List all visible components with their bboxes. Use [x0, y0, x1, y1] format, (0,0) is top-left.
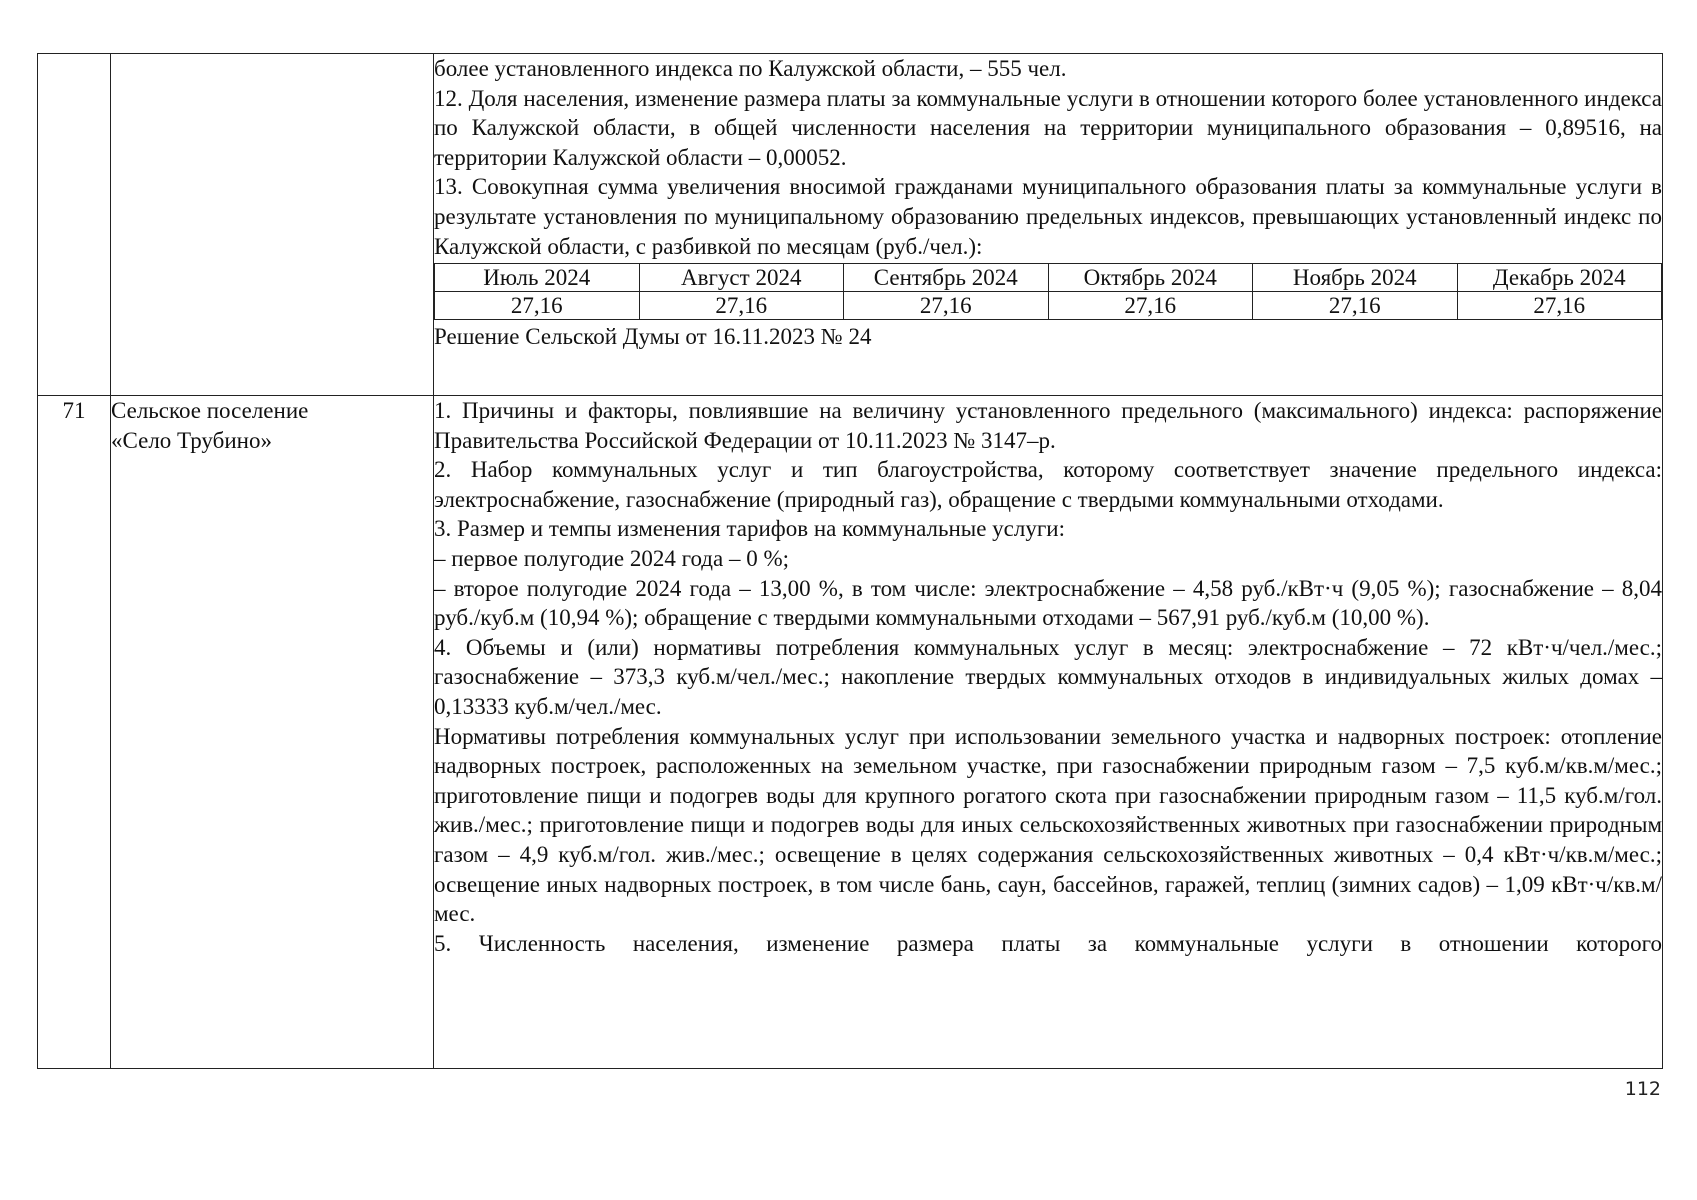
page-number: 112: [1624, 1078, 1661, 1100]
description-cell: [434, 396, 1663, 1069]
paragraph-item5: 5. Численность населения, изменение размера платы за коммунальные услуги в отношении которого: [434, 930, 1662, 956]
municipality-name-line: Сельское поселение: [111, 398, 309, 423]
month-value: 27,16: [435, 292, 640, 320]
month-label: Август 2024: [639, 264, 844, 292]
months-value-row: [435, 292, 1662, 320]
table-row-continuation: [38, 54, 1663, 396]
paragraph-item13: 13. Совокупная сумма увеличения вносимой гражданами муниципального образования платы за коммунальные услуги в результате установления по муниципальному образованию предельных индексов, превышающих установленный индекс по Калужской области, с разбивкой по месяцам (руб./чел.):: [434, 174, 1662, 259]
month-label: Сентябрь 2024: [844, 264, 1049, 292]
index-table: [37, 53, 1663, 1069]
month-label: Июль 2024: [435, 264, 640, 292]
month-value: 27,16: [1048, 292, 1253, 320]
month-value: 27,16: [639, 292, 844, 320]
row-number-cell: [38, 54, 111, 396]
decision-reference: Решение Сельской Думы от 16.11.2023 № 24: [434, 324, 872, 350]
paragraph-item3-second-half: – второе полугодие 2024 года – 13,00 %, в том числе: электроснабжение – 4,58 руб./кВт·ч (9,05 %); газоснабжение – 8,04 руб./куб.м (10,94 %); обращение с твердыми коммунальными отходами – 567,91 руб./куб.м (10,00 %).: [434, 575, 1662, 631]
municipality-name-line: «Село Трубино»: [111, 428, 272, 453]
municipality-name-cell: [111, 396, 434, 1069]
paragraph-item12: 12. Доля населения, изменение размера платы за коммунальные услуги в отношении которого более установленного индекса по Калужской области, в общей численности населения на территории муниципального образования – 0,89516, на территории Калужской области – 0,00052.: [434, 85, 1662, 170]
paragraph-item3-first-half: – первое полугодие 2024 года – 0 %;: [434, 545, 790, 571]
paragraph-norms: Нормативы потребления коммунальных услуг при использовании земельного участка и надворных построек: отопление надворных построек, расположенных на земельном участке, при газоснабжении природным газом – 7,5 куб.м/кв.м/мес.; приготовление пищи и подогрев воды для крупного рогатого скота при газоснабжении природным газом – 11,5 куб.м/гол. жив./мес.; приготовление пищи и подогрев воды для иных сельскохозяйственных животных при газоснабжении природным газом – 4,9 куб.м/гол. жив./мес.; освещение в целях содержания сельскохозяйственных животных – 0,4 кВт·ч/кв.м/мес.; освещение иных надворных построек, в том числе бань, саун, бассейнов, гаражей, теплиц (зимних садов) – 1,09 кВт·ч/кв.м/мес.: [434, 723, 1662, 927]
month-label: Декабрь 2024: [1457, 264, 1662, 292]
months-header-row: [435, 264, 1662, 292]
month-value: 27,16: [1253, 292, 1458, 320]
table-row-71: [38, 396, 1663, 1069]
municipality-name-cell: [111, 54, 434, 396]
description-cell: [434, 54, 1663, 396]
paragraph-item2: 2. Набор коммунальных услуг и тип благоустройства, которому соответствует значение предельного индекса: электроснабжение, газоснабжение (природный газ), обращение с твердыми коммунальными отходами.: [434, 457, 1662, 512]
paragraph-item4: 4. Объемы и (или) нормативы потребления коммунальных услуг в месяц: электроснабжение – 72 кВт·ч/чел./мес.; газоснабжение – 373,3 куб.м/чел./мес.; накопление твердых коммунальных отходов в индивидуальных жилых домах – 0,13333 куб.м/чел./мес.: [434, 634, 1662, 719]
paragraph-item11-tail: более установленного индекса по Калужской области, – 555 чел.: [434, 56, 1067, 81]
month-value: 27,16: [1457, 292, 1662, 320]
monthly-amounts-table: [434, 263, 1662, 320]
row-number-cell: 71: [38, 396, 111, 1069]
month-label: Октябрь 2024: [1048, 264, 1253, 292]
paragraph-item3: 3. Размер и темпы изменения тарифов на коммунальные услуги:: [434, 516, 1065, 542]
paragraph-item1: 1. Причины и факторы, повлиявшие на величину установленного предельного (максимального) индекса: распоряжение Правительства Российской Федерации от 10.11.2023 № 3147–р.: [434, 398, 1662, 453]
month-label: Ноябрь 2024: [1253, 264, 1458, 292]
month-value: 27,16: [844, 292, 1049, 320]
